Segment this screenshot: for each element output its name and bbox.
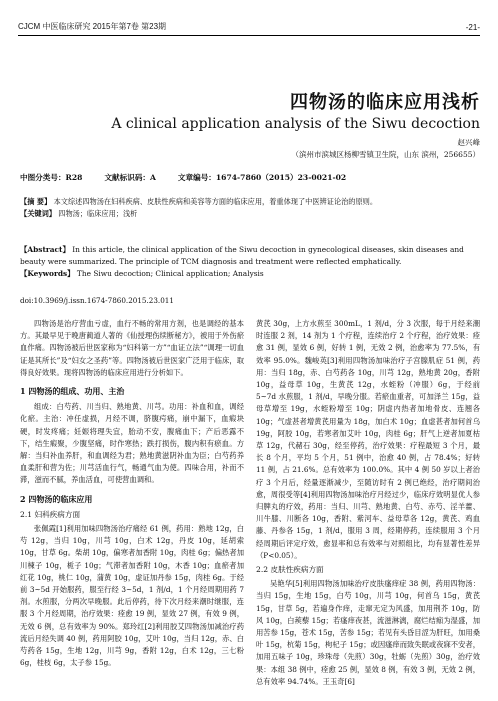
section-2-1-heading: 2.1 妇科疾病方面: [20, 509, 81, 519]
running-header: [18, 10, 480, 36]
section-1-heading: 1 四物汤的组成、功用、主治: [20, 386, 125, 397]
author: 赵兴峰: [457, 138, 480, 147]
abstract-en-label: 【Abstract】: [20, 245, 70, 254]
classification-codes: [20, 172, 346, 183]
title-chinese: 四物汤的临床应用浅析: [290, 92, 480, 113]
section-2-heading: 2 四物汤的临床应用: [20, 493, 93, 504]
intro-paragraph: 四物汤是治疗营血亏虚，血行不畅的常用方剂，也是调经的基本方。其最早见于晚唐蔺道人著的《仙授理伤续断秘方》，被用于外伤瘀血作痛。四物汤被后世医家称为“妇科第一方”“血证立法”“调理一切血证是其所长”及“妇女之圣药”等。四物汤被后世医家广泛用于临床，取得良好效果。现将四物汤的临床应用进行分析如下。: [20, 319, 244, 377]
right-paragraph-1: 黄芪 30g，上方水煎至 300mL，1 剂/d，分 3 次服，每于月经来潮时连服 2 剂，14 剂为 1 个疗程，连续治疗 2 个疗程，治疗效果：痊愈 31 例，显效 6 例，好转 1 例，无效 2 例，治愈率为 77.5%，有效率 95.0%。魏峻英[3]利用四物汤加味治疗子宫腺肌症 51 例，药用：当归 18g，赤、白芍药各 10g，川芎 12g，熟地黄 20g，香附 10g，益母草 10g，生黄芪 12g，水蛭粉（冲服）6g，于经前 5~7d 水煎服，1 剂/d，早晚分服。若瘀血重者，可加泽兰 15g，益母草增至 19g，水蛭粉增至 10g；阴虚内热者加地骨皮、连翘各 10g；气虚甚者增黄芪用量为 18g，加白术 10g；血虚甚者加何首乌 19g，阿胶 10g，若寒者加艾叶 10g，肉桂 6g；肝气上逆者加夏枯草 12g，代赭石 30g，经至停药，治疗效果：疗程最短 3 个月，最长 8 个月，平均 5 个月，51 例中，治愈 40 例，占 78.4%；好转 11 例，占 21.6%。总有效率为 100.0%。其中 4 例 50 岁以上者治疗 3 个月后，经量逐渐减少，至随访时有 2 例已绝经，治疗期间治愈，周很受等[4]利用四物汤加味治疗月经过少，临床疗效明显优人参归脾丸的疗效，药用：当归、川芎、熟地黄、白芍、赤芍、淫羊藿、川牛膝、川断各 10g，香附、紫河车、益母草各 12g，黄芪、鸡血藤、丹参各 15g，1 剂/d，服用 3 周，经期停药，连续服用 3 个月经周期后评定疗效，愈显率和总有效率与对照组比，均有显著性差异（P<0.05）。: [256, 319, 480, 560]
section-1-text: 组成：白芍药、川当归、熟地黄、川芎。功用：补血和血，调经化瘀。主治：冲任虚损，月经不调，脐腹疞痛，崩中漏下，血瘕块硬，时发疼痛；妊娠将理失宜，胎动不安，腹痛血下；产后恶露不下，结生瘕聚，少腹坚痛，时作寒热；跌打损伤，腹内积有瘀血。方解：当归补血养肝，和血调经为君；熟地黄滋阴补血为臣；白芍药养血柔肝和营为佐；川芎活血行气，畅通气血为使。四味合用，补而不滞，滋而不腻，养血活血，可使营血调和。: [20, 402, 244, 485]
keywords-zh: 四物汤；临床应用；浅析: [58, 209, 138, 218]
abstract-english: [20, 244, 480, 280]
section-2-2-heading: 2.2 皮肤性疾病方面: [256, 565, 324, 575]
body-column-left: [20, 318, 244, 669]
abstract-zh-label: 【摘 要】: [20, 197, 52, 206]
doc-code: 文献标识码：A: [104, 173, 156, 182]
header-journal: CJCM 中医临床研究 2015年第7卷 第23期: [18, 22, 167, 31]
abstract-en-text: In this article, the clinical application of the Siwu decoction in gynecological diseases, skin diseases and beauty were summarized. The principle of TCM diagnosis and treatment were reflected emphatically.: [20, 245, 464, 266]
article-number: 文章编号：1674-7860（2015）23-0021-02: [177, 173, 347, 182]
abstract-zh-text: 本文综述四物汤在妇科疾病、皮肤性疾病和美容等方面的临床应用，着重体现了中医辨证论治的原则。: [53, 197, 378, 206]
doi: doi:10.3969/j.issn.1674-7860.2015.23.011: [20, 296, 174, 305]
abstract-chinese: [20, 196, 480, 220]
right-paragraph-2: 吴艳华[5]利用四物汤加味治疗皮肤瘙痒症 38 例，药用四物汤：当归 15g，生地 15g，白芍 10g，川芎 10g，何首乌 15g，黄芪 15g，甘草 5g，若遍身作痒，走窜无定为风盛，加用荆芥 10g，防风 10g，白蒺藜 15g；若瘙痒夜甚，流滋淋漓，腐烂结痂为湿盛，加用苦参 15g，苍术 15g，苦参 15g；若见有头昏目涩为肝旺，加用桑叶 15g，杭菊 15g，枸杞子 15g；或因瘙痒而致失眠或夜寐不安者，加用五味子 10g，珍珠母（先煎）30g，牡蛎（先煎）30g，治疗效果：本组 38 例中，痊愈 25 例，显效 8 例，有效 3 例，无效 2 例，总有效率 94.74%。王玉奇[6]: [256, 579, 480, 686]
affiliation: （滨州市滨城区杨柳雪镇卫生院，山东 滨州，256655）: [291, 150, 480, 159]
keywords-en-label: 【Keywords】: [20, 269, 75, 278]
header-page-number: -21-: [465, 23, 480, 32]
body-column-right: [256, 318, 480, 688]
clc-code: 中图分类号：R28: [20, 173, 83, 182]
keywords-en: The Siwu decoction; Clinical application; Analysis: [76, 269, 264, 278]
section-2-1-text: 张佩霞[1]利用加味四物汤治疗痛经 61 例，药用：熟地 12g，白芍 12g，当归 10g，川芎 10g，白术 12g，丹皮 10g，延胡索 10g，甘草 6g。柴胡 10g，偏寒者加香附 10g，肉桂 6g；偏热者加川楝子 10g，栀子 10g；气滞者加香附 10g，木香 10g；血瘀者加红花 10g，桃仁 10g，蒲黄 10g，虚证加丹参 15g，肉桂 6g。于经前 3~5d 开始服药，服至行经 3~5d，1 剂/d，1 个月经周期用药 7 剂。水煎服，分两次早晚服。此后停药，待下次月经来潮时继服，连服 3 个月经周期，治疗效果：痊愈 19 例，显效 27 例，有效 9 例，无效 6 例，总有效率为 90%。郑玲红[2]利用胶艾四物汤加减治疗药流后月经失调 40 例，药用阿胶 10g，艾叶 10g，当归 12g，赤、白芍药各 15g，生地 12g，川芎 9g，香附 12g，白术 12g，三七粉 6g，桂枝 6g，太子参 15g。: [20, 524, 244, 668]
keywords-zh-label: 【关键词】: [20, 209, 56, 218]
title-english: A clinical application analysis of the Siwu decoction: [111, 116, 480, 132]
